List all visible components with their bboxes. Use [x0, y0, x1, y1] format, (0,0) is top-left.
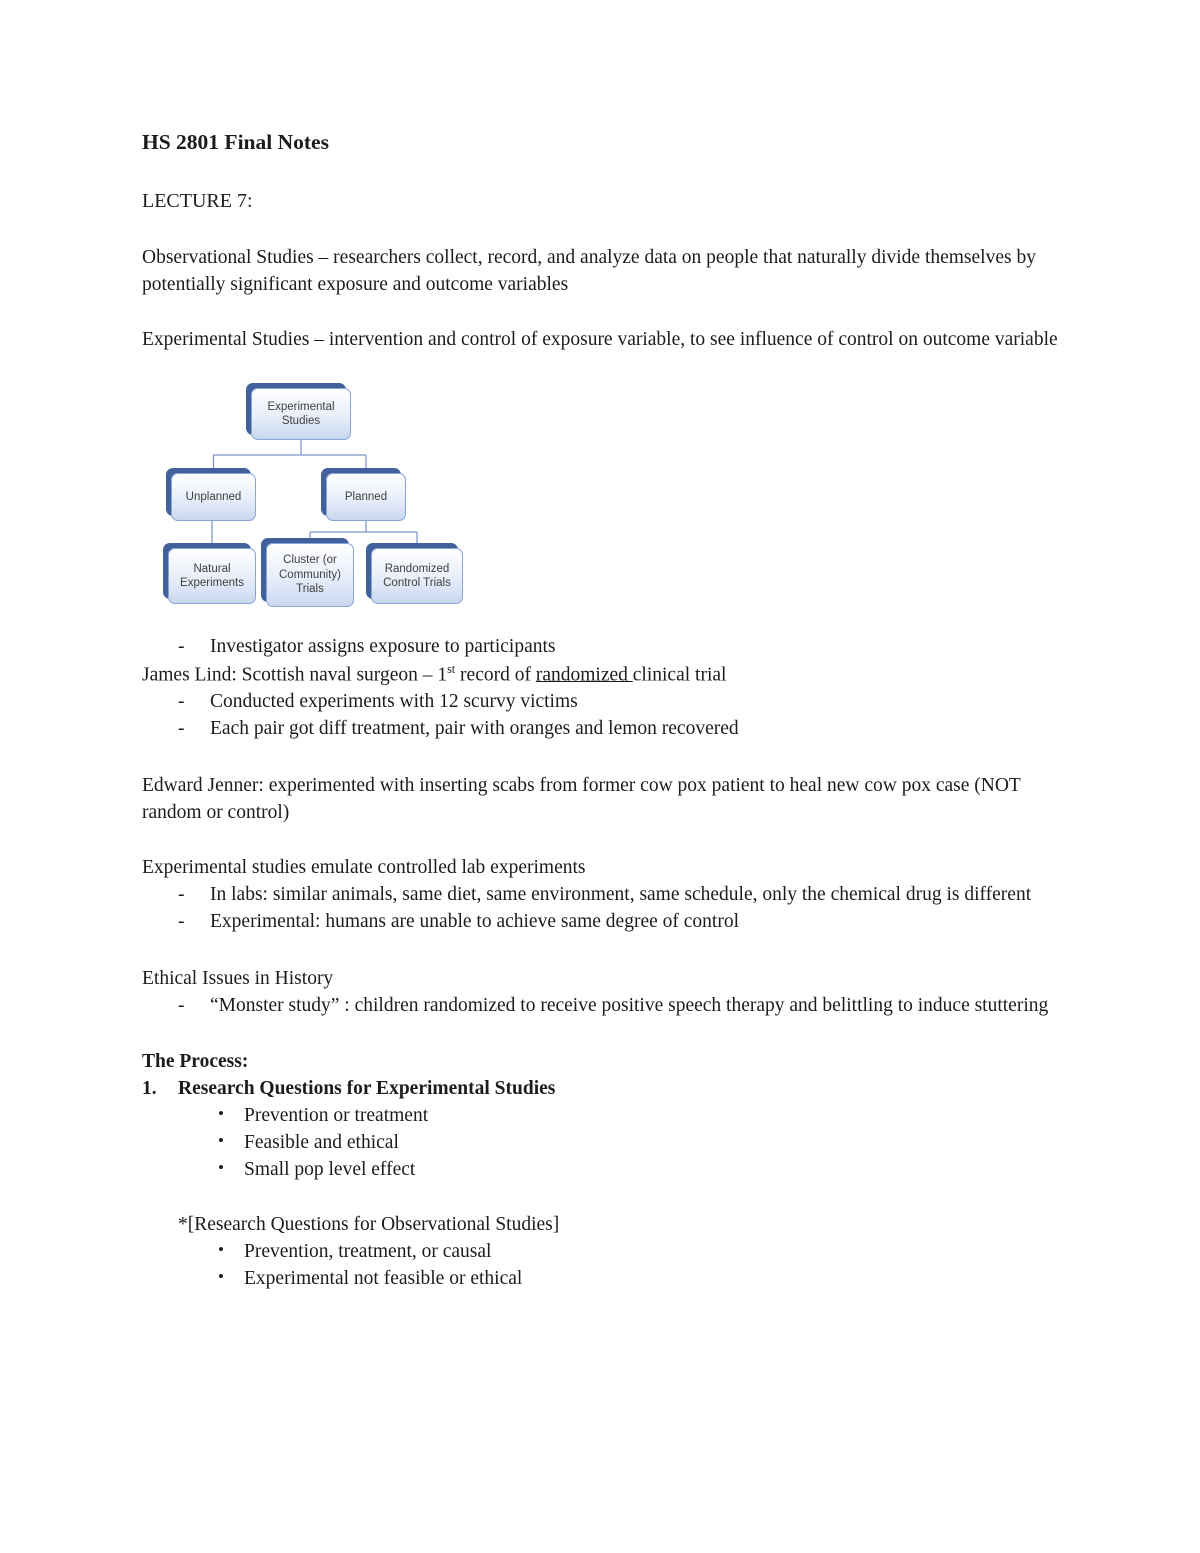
- james-lind-lead-post: clinical trial: [632, 664, 727, 686]
- diagram-box-planned: [326, 473, 406, 521]
- observational-bullet-list: [142, 1239, 1060, 1293]
- diagram-box-label: Cluster (or Community) Trials: [279, 554, 341, 596]
- ordinal-superscript: st: [447, 661, 456, 676]
- diagram-box-label: Experimental Studies: [267, 400, 335, 427]
- lab-bullet-list: [142, 882, 1060, 936]
- lecture-heading: LECTURE 7:: [142, 189, 253, 212]
- list-item: - Experimental: humans are unable to achieve same degree of control: [142, 909, 1060, 936]
- james-lind-lead: [142, 661, 1060, 689]
- list-item: - Investigator assigns exposure to participants: [142, 634, 1060, 661]
- lab-lead: Experimental studies emulate controlled lab experiments: [142, 856, 586, 878]
- diagram-box-label: Randomized Control Trials: [383, 562, 451, 589]
- james-lind-underlined-word: randomized: [535, 664, 633, 686]
- process-item-number: 1.: [142, 1078, 157, 1100]
- james-lind-bullet-list: [142, 689, 1060, 743]
- paragraph-observational-studies: Observational Studies – researchers collect, record, and analyze data on people that naturally divide themselves by potentially significant exposure and outcome variables: [142, 247, 1036, 296]
- diagram-box-experimental-studies: [251, 388, 351, 440]
- diagram-box-label: Natural Experiments: [180, 562, 244, 589]
- section-james-lind: [142, 661, 1060, 743]
- paragraph-experimental-studies: Experimental Studies – intervention and control of exposure variable, to see influence of control on outcome variable: [142, 329, 1058, 351]
- list-item: - In labs: similar animals, same diet, same environment, same schedule, only the chemical drug is different: [142, 882, 1060, 909]
- list-item: - Conducted experiments with 12 scurvy victims: [142, 689, 1060, 716]
- observational-questions-note: *[Research Questions for Observational Studies]: [178, 1213, 560, 1235]
- james-lind-lead-pre: James Lind: Scottish naval surgeon – 1: [142, 664, 448, 686]
- diagram-box-natural-experiments: [168, 548, 256, 604]
- process-heading: The Process:: [142, 1051, 249, 1073]
- diagram-note-list: [142, 634, 1060, 661]
- list-item: • Feasible and ethical: [142, 1130, 1060, 1157]
- document-title: HS 2801 Final Notes: [142, 130, 329, 154]
- section-the-process: [142, 1049, 1060, 1292]
- paragraph-edward-jenner: Edward Jenner: experimented with inserting scabs from former cow pox patient to heal new cow pox case (NOT random or control): [142, 775, 1021, 823]
- process-item-1: [142, 1076, 1060, 1103]
- list-item: - “Monster study” : children randomized to receive positive speech therapy and belittling to induce stuttering: [142, 993, 1060, 1020]
- diagram-box-cluster-trials: [266, 543, 354, 607]
- ethics-bullet-list: [142, 993, 1060, 1020]
- diagram-box-unplanned: [171, 473, 256, 521]
- list-item: • Prevention, treatment, or causal: [142, 1239, 1060, 1266]
- list-item: • Experimental not feasible or ethical: [142, 1266, 1060, 1293]
- section-ethical-issues: [142, 966, 1060, 1020]
- list-item: • Prevention or treatment: [142, 1103, 1060, 1130]
- process-bullet-list: [142, 1103, 1060, 1184]
- diagram-box-randomized-control-trials: [371, 548, 463, 604]
- experimental-studies-hierarchy-diagram: [166, 388, 496, 620]
- diagram-box-label: Planned: [344, 490, 388, 503]
- process-item-title: Research Questions for Experimental Studies: [178, 1078, 556, 1100]
- ethics-lead: Ethical Issues in History: [142, 967, 334, 989]
- diagram-box-label: Unplanned: [185, 490, 242, 503]
- list-item: • Small pop level effect: [142, 1157, 1060, 1184]
- section-lab-experiments: [142, 855, 1060, 936]
- james-lind-lead-mid: record of: [455, 664, 536, 686]
- list-item: - Each pair got diff treatment, pair with oranges and lemon recovered: [142, 716, 1060, 743]
